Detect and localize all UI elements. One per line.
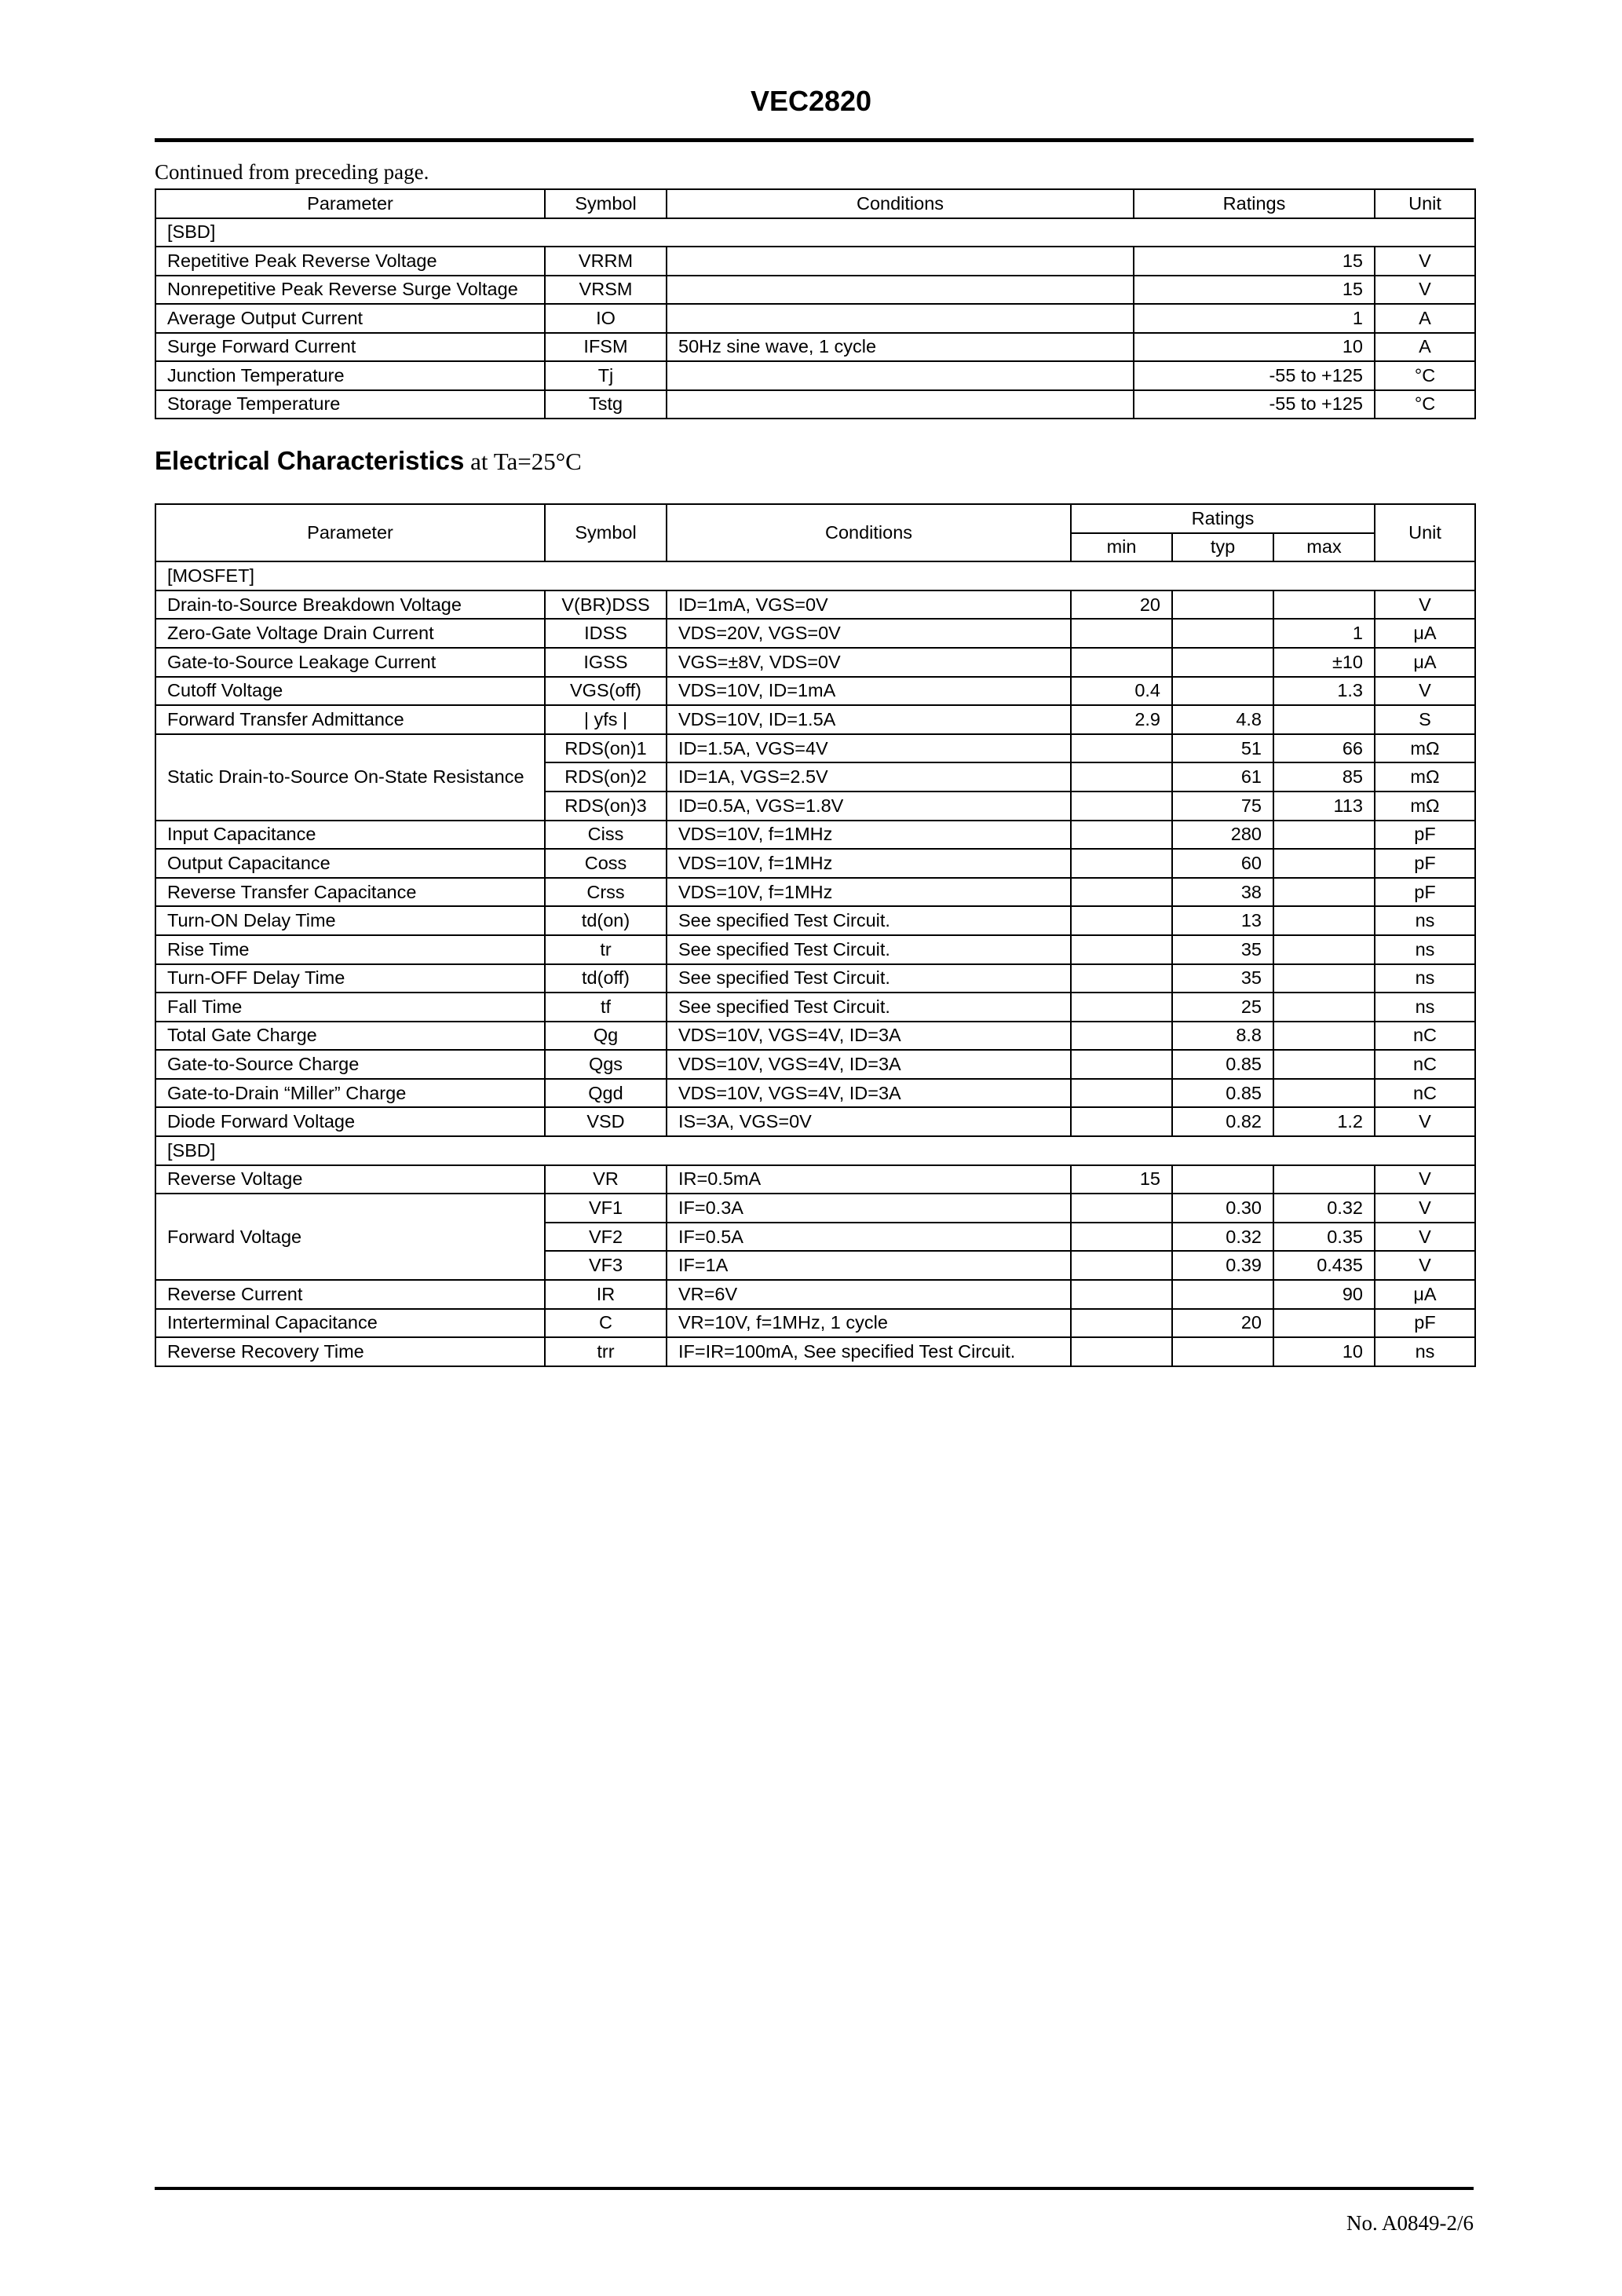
header-rule — [155, 138, 1474, 142]
typ-cell: 13 — [1172, 906, 1273, 935]
parameter-cell: Total Gate Charge — [155, 1022, 545, 1051]
symbol-cell: trr — [545, 1337, 667, 1366]
group-label-mosfet: [MOSFET] — [155, 561, 1475, 590]
parameter-cell: Fall Time — [155, 993, 545, 1022]
conditions-cell: See specified Test Circuit. — [667, 964, 1071, 993]
parameter-cell: Gate-to-Source Charge — [155, 1050, 545, 1079]
min-cell — [1071, 1280, 1172, 1309]
typ-cell: 35 — [1172, 964, 1273, 993]
footer-rule — [155, 2187, 1474, 2190]
unit-cell: nC — [1375, 1050, 1475, 1079]
table-row — [155, 390, 1475, 419]
unit-cell: μA — [1375, 619, 1475, 648]
parameter-cell: Average Output Current — [155, 304, 545, 333]
min-cell — [1071, 1309, 1172, 1338]
table-row — [155, 993, 1475, 1022]
min-cell — [1071, 1022, 1172, 1051]
parameter-cell: Drain-to-Source Breakdown Voltage — [155, 590, 545, 620]
parameter-cell: Junction Temperature — [155, 361, 545, 390]
min-cell: 15 — [1071, 1165, 1172, 1194]
max-cell: ±10 — [1273, 648, 1375, 677]
symbol-cell: RDS(on)3 — [545, 792, 667, 821]
typ-cell: 0.32 — [1172, 1223, 1273, 1252]
max-cell — [1273, 935, 1375, 964]
symbol-cell: VF3 — [545, 1251, 667, 1280]
table-row — [155, 333, 1475, 362]
conditions-cell — [667, 390, 1134, 419]
unit-cell: pF — [1375, 1309, 1475, 1338]
table-row — [155, 590, 1475, 620]
header-parameter: Parameter — [155, 504, 545, 561]
unit-cell: V — [1375, 1251, 1475, 1280]
max-cell — [1273, 993, 1375, 1022]
typ-cell — [1172, 677, 1273, 706]
max-cell — [1273, 878, 1375, 907]
parameter-cell: Surge Forward Current — [155, 333, 545, 362]
table-header-row — [155, 504, 1475, 533]
conditions-cell: ID=1A, VGS=2.5V — [667, 762, 1071, 792]
parameter-cell: Output Capacitance — [155, 849, 545, 878]
min-cell — [1071, 1337, 1172, 1366]
max-cell: 90 — [1273, 1280, 1375, 1309]
max-cell — [1273, 821, 1375, 850]
header-typ: typ — [1172, 533, 1273, 562]
table-row — [155, 619, 1475, 648]
unit-cell: V — [1375, 1194, 1475, 1223]
max-cell — [1273, 1022, 1375, 1051]
conditions-cell: See specified Test Circuit. — [667, 935, 1071, 964]
table-row — [155, 1022, 1475, 1051]
header-max: max — [1273, 533, 1375, 562]
conditions-cell: VDS=10V, VGS=4V, ID=3A — [667, 1050, 1071, 1079]
unit-cell: ns — [1375, 935, 1475, 964]
conditions-cell: VDS=10V, f=1MHz — [667, 849, 1071, 878]
ratings-cell: 15 — [1134, 276, 1375, 305]
min-cell — [1071, 935, 1172, 964]
parameter-cell: Reverse Recovery Time — [155, 1337, 545, 1366]
symbol-cell: VR — [545, 1165, 667, 1194]
header-symbol: Symbol — [545, 504, 667, 561]
conditions-cell: VDS=10V, f=1MHz — [667, 878, 1071, 907]
parameter-cell-rds: Static Drain-to-Source On-State Resistance — [155, 734, 545, 821]
typ-cell — [1172, 619, 1273, 648]
min-cell: 20 — [1071, 590, 1172, 620]
parameter-cell: Rise Time — [155, 935, 545, 964]
max-cell: 113 — [1273, 792, 1375, 821]
table-row — [155, 1309, 1475, 1338]
table-row — [155, 878, 1475, 907]
parameter-cell: Gate-to-Source Leakage Current — [155, 648, 545, 677]
page-title: VEC2820 — [750, 85, 872, 117]
symbol-cell: td(off) — [545, 964, 667, 993]
conditions-cell: VR=10V, f=1MHz, 1 cycle — [667, 1309, 1071, 1338]
conditions-cell — [667, 361, 1134, 390]
symbol-cell: VRSM — [545, 276, 667, 305]
max-cell — [1273, 1079, 1375, 1108]
table-row — [155, 705, 1475, 734]
unit-cell: V — [1375, 1165, 1475, 1194]
typ-cell: 0.85 — [1172, 1050, 1273, 1079]
unit-cell: S — [1375, 705, 1475, 734]
symbol-cell: VSD — [545, 1107, 667, 1136]
conditions-cell: IF=IR=100mA, See specified Test Circuit. — [667, 1337, 1071, 1366]
table-row — [155, 1280, 1475, 1309]
table-row — [155, 247, 1475, 276]
symbol-cell: IDSS — [545, 619, 667, 648]
table-row — [155, 361, 1475, 390]
conditions-cell — [667, 304, 1134, 333]
unit-cell: V — [1375, 590, 1475, 620]
unit-cell: mΩ — [1375, 734, 1475, 763]
symbol-cell: Qgd — [545, 1079, 667, 1108]
parameter-cell: Reverse Transfer Capacitance — [155, 878, 545, 907]
max-cell — [1273, 705, 1375, 734]
unit-cell: μA — [1375, 1280, 1475, 1309]
typ-cell: 0.30 — [1172, 1194, 1273, 1223]
conditions-cell: VDS=20V, VGS=0V — [667, 619, 1071, 648]
min-cell — [1071, 1251, 1172, 1280]
symbol-cell: RDS(on)2 — [545, 762, 667, 792]
unit-cell: ns — [1375, 1337, 1475, 1366]
typ-cell: 38 — [1172, 878, 1273, 907]
electrical-characteristics-table — [155, 503, 1476, 1367]
table-row — [155, 276, 1475, 305]
unit-cell: pF — [1375, 849, 1475, 878]
parameter-cell: Nonrepetitive Peak Reverse Surge Voltage — [155, 276, 545, 305]
typ-cell: 61 — [1172, 762, 1273, 792]
symbol-cell: IR — [545, 1280, 667, 1309]
header-ratings: Ratings — [1071, 504, 1375, 533]
min-cell — [1071, 1223, 1172, 1252]
unit-cell: μA — [1375, 648, 1475, 677]
typ-cell: 25 — [1172, 993, 1273, 1022]
symbol-cell: | yfs | — [545, 705, 667, 734]
typ-cell: 75 — [1172, 792, 1273, 821]
table-row — [155, 1050, 1475, 1079]
symbol-cell: IGSS — [545, 648, 667, 677]
conditions-cell: IF=1A — [667, 1251, 1071, 1280]
parameter-cell: Forward Transfer Admittance — [155, 705, 545, 734]
unit-cell: °C — [1375, 390, 1475, 419]
symbol-cell: Tj — [545, 361, 667, 390]
table-row — [155, 1194, 1475, 1223]
max-cell: 66 — [1273, 734, 1375, 763]
conditions-cell: ID=0.5A, VGS=1.8V — [667, 792, 1071, 821]
symbol-cell: td(on) — [545, 906, 667, 935]
conditions-cell — [667, 276, 1134, 305]
typ-cell: 280 — [1172, 821, 1273, 850]
max-cell — [1273, 590, 1375, 620]
symbol-cell: VF2 — [545, 1223, 667, 1252]
typ-cell — [1172, 1337, 1273, 1366]
page-number: No. A0849-2/6 — [1346, 2211, 1474, 2235]
typ-cell — [1172, 590, 1273, 620]
parameter-cell: Cutoff Voltage — [155, 677, 545, 706]
symbol-cell: tr — [545, 935, 667, 964]
table-row — [155, 849, 1475, 878]
max-cell — [1273, 964, 1375, 993]
unit-cell: A — [1375, 333, 1475, 362]
unit-cell: V — [1375, 677, 1475, 706]
symbol-cell: Qg — [545, 1022, 667, 1051]
group-label-sbd: [SBD] — [155, 218, 1475, 247]
table-row — [155, 1337, 1475, 1366]
typ-cell: 20 — [1172, 1309, 1273, 1338]
symbol-cell: VRRM — [545, 247, 667, 276]
unit-cell: pF — [1375, 821, 1475, 850]
symbol-cell: VGS(off) — [545, 677, 667, 706]
header-conditions: Conditions — [667, 189, 1134, 218]
min-cell — [1071, 993, 1172, 1022]
table-row — [155, 964, 1475, 993]
table-row — [155, 935, 1475, 964]
unit-cell: mΩ — [1375, 762, 1475, 792]
table-header-row — [155, 189, 1475, 218]
min-cell — [1071, 906, 1172, 935]
unit-cell: nC — [1375, 1022, 1475, 1051]
typ-cell: 51 — [1172, 734, 1273, 763]
table-row — [155, 734, 1475, 763]
header-conditions: Conditions — [667, 504, 1071, 561]
max-cell: 0.35 — [1273, 1223, 1375, 1252]
conditions-cell: VDS=10V, VGS=4V, ID=3A — [667, 1079, 1071, 1108]
typ-cell: 60 — [1172, 849, 1273, 878]
group-label-sbd: [SBD] — [155, 1136, 1475, 1165]
min-cell — [1071, 792, 1172, 821]
conditions-cell: See specified Test Circuit. — [667, 906, 1071, 935]
max-cell: 1 — [1273, 619, 1375, 648]
unit-cell: A — [1375, 304, 1475, 333]
header-parameter: Parameter — [155, 189, 545, 218]
max-cell: 10 — [1273, 1337, 1375, 1366]
parameter-cell: Diode Forward Voltage — [155, 1107, 545, 1136]
ratings-cell: -55 to +125 — [1134, 361, 1375, 390]
typ-cell: 4.8 — [1172, 705, 1273, 734]
unit-cell: V — [1375, 276, 1475, 305]
max-cell — [1273, 849, 1375, 878]
max-cell: 0.32 — [1273, 1194, 1375, 1223]
max-cell — [1273, 1165, 1375, 1194]
ratings-cell: 1 — [1134, 304, 1375, 333]
table-row — [155, 648, 1475, 677]
typ-cell — [1172, 648, 1273, 677]
header-unit: Unit — [1375, 504, 1475, 561]
table-row — [155, 821, 1475, 850]
unit-cell: V — [1375, 1107, 1475, 1136]
conditions-cell: IR=0.5mA — [667, 1165, 1071, 1194]
header-min: min — [1071, 533, 1172, 562]
parameter-cell: Gate-to-Drain “Miller” Charge — [155, 1079, 545, 1108]
symbol-cell: Tstg — [545, 390, 667, 419]
group-row — [155, 561, 1475, 590]
symbol-cell: Ciss — [545, 821, 667, 850]
unit-cell: °C — [1375, 361, 1475, 390]
max-cell — [1273, 906, 1375, 935]
symbol-cell: IFSM — [545, 333, 667, 362]
symbol-cell: C — [545, 1309, 667, 1338]
table-row — [155, 1165, 1475, 1194]
min-cell — [1071, 821, 1172, 850]
conditions-cell: ID=1mA, VGS=0V — [667, 590, 1071, 620]
symbol-cell: IO — [545, 304, 667, 333]
ratings-cell: 10 — [1134, 333, 1375, 362]
conditions-cell: VGS=±8V, VDS=0V — [667, 648, 1071, 677]
symbol-cell: RDS(on)1 — [545, 734, 667, 763]
table-row — [155, 1107, 1475, 1136]
min-cell — [1071, 878, 1172, 907]
header-symbol: Symbol — [545, 189, 667, 218]
parameter-cell: Input Capacitance — [155, 821, 545, 850]
min-cell — [1071, 964, 1172, 993]
unit-cell: pF — [1375, 878, 1475, 907]
typ-cell: 0.82 — [1172, 1107, 1273, 1136]
parameter-cell: Reverse Current — [155, 1280, 545, 1309]
symbol-cell: tf — [545, 993, 667, 1022]
table-row — [155, 1079, 1475, 1108]
section-title — [155, 446, 582, 476]
typ-cell: 0.39 — [1172, 1251, 1273, 1280]
conditions-cell: VDS=10V, f=1MHz — [667, 821, 1071, 850]
group-row — [155, 218, 1475, 247]
section-title-text: Electrical Characteristics — [155, 446, 465, 475]
symbol-cell: VF1 — [545, 1194, 667, 1223]
symbol-cell: Coss — [545, 849, 667, 878]
max-cell: 1.3 — [1273, 677, 1375, 706]
conditions-cell: IS=3A, VGS=0V — [667, 1107, 1071, 1136]
conditions-cell: 50Hz sine wave, 1 cycle — [667, 333, 1134, 362]
max-cell — [1273, 1309, 1375, 1338]
symbol-cell: V(BR)DSS — [545, 590, 667, 620]
unit-cell: ns — [1375, 993, 1475, 1022]
symbol-cell: Qgs — [545, 1050, 667, 1079]
min-cell — [1071, 762, 1172, 792]
unit-cell: ns — [1375, 964, 1475, 993]
typ-cell — [1172, 1280, 1273, 1309]
conditions-cell: ID=1.5A, VGS=4V — [667, 734, 1071, 763]
header-unit: Unit — [1375, 189, 1475, 218]
min-cell — [1071, 1107, 1172, 1136]
min-cell — [1071, 1194, 1172, 1223]
typ-cell: 8.8 — [1172, 1022, 1273, 1051]
min-cell — [1071, 1079, 1172, 1108]
max-cell: 0.435 — [1273, 1251, 1375, 1280]
unit-cell: V — [1375, 247, 1475, 276]
conditions-cell: See specified Test Circuit. — [667, 993, 1071, 1022]
parameter-cell: Turn-OFF Delay Time — [155, 964, 545, 993]
conditions-cell: IF=0.5A — [667, 1223, 1071, 1252]
typ-cell: 0.85 — [1172, 1079, 1273, 1108]
min-cell — [1071, 648, 1172, 677]
min-cell — [1071, 849, 1172, 878]
header-ratings: Ratings — [1134, 189, 1375, 218]
max-cell: 1.2 — [1273, 1107, 1375, 1136]
min-cell — [1071, 734, 1172, 763]
parameter-cell: Reverse Voltage — [155, 1165, 545, 1194]
conditions-cell: VDS=10V, VGS=4V, ID=3A — [667, 1022, 1071, 1051]
conditions-cell: VDS=10V, ID=1.5A — [667, 705, 1071, 734]
parameter-cell: Repetitive Peak Reverse Voltage — [155, 247, 545, 276]
unit-cell: V — [1375, 1223, 1475, 1252]
min-cell: 2.9 — [1071, 705, 1172, 734]
table-row — [155, 304, 1475, 333]
conditions-cell: VDS=10V, ID=1mA — [667, 677, 1071, 706]
parameter-cell: Storage Temperature — [155, 390, 545, 419]
symbol-cell: Crss — [545, 878, 667, 907]
group-row — [155, 1136, 1475, 1165]
parameter-cell: Turn-ON Delay Time — [155, 906, 545, 935]
ratings-cell: 15 — [1134, 247, 1375, 276]
parameter-cell-vf: Forward Voltage — [155, 1194, 545, 1280]
unit-cell: ns — [1375, 906, 1475, 935]
max-cell — [1273, 1050, 1375, 1079]
unit-cell: mΩ — [1375, 792, 1475, 821]
min-cell — [1071, 619, 1172, 648]
max-cell: 85 — [1273, 762, 1375, 792]
continued-note: Continued from preceding page. — [155, 160, 429, 184]
conditions-cell — [667, 247, 1134, 276]
parameter-cell: Zero-Gate Voltage Drain Current — [155, 619, 545, 648]
min-cell: 0.4 — [1071, 677, 1172, 706]
max-ratings-table — [155, 188, 1476, 419]
typ-cell: 35 — [1172, 935, 1273, 964]
min-cell — [1071, 1050, 1172, 1079]
conditions-cell: IF=0.3A — [667, 1194, 1071, 1223]
table-row — [155, 677, 1475, 706]
typ-cell — [1172, 1165, 1273, 1194]
table-row — [155, 906, 1475, 935]
conditions-cell: VR=6V — [667, 1280, 1071, 1309]
ratings-cell: -55 to +125 — [1134, 390, 1375, 419]
parameter-cell: Interterminal Capacitance — [155, 1309, 545, 1338]
section-title-condition: at Ta=25°C — [464, 448, 582, 475]
unit-cell: nC — [1375, 1079, 1475, 1108]
